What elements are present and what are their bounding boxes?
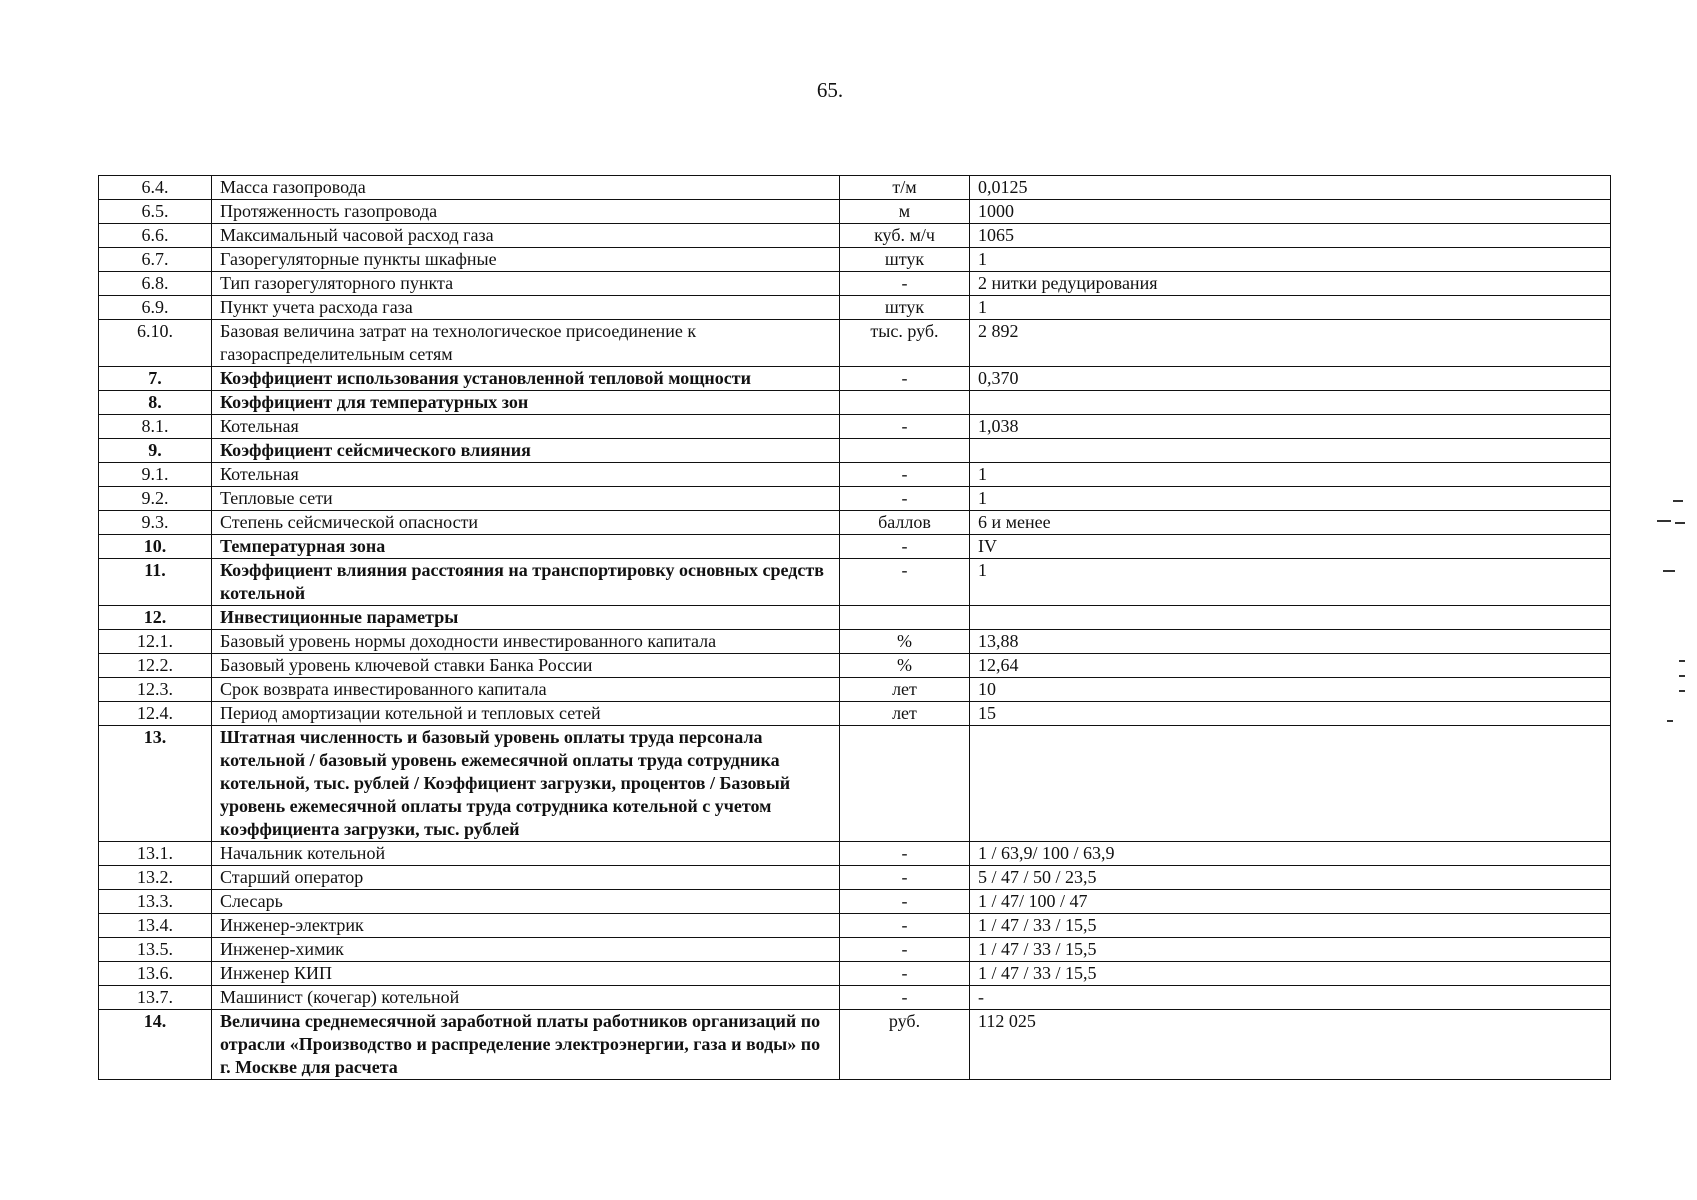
table-row [99, 176, 1611, 200]
row-unit: - [840, 415, 970, 439]
row-unit: - [840, 842, 970, 866]
row-name: Машинист (кочегар) котельной [212, 986, 840, 1010]
row-value: IV [970, 535, 1611, 559]
table-row [99, 200, 1611, 224]
page-number: 65. [816, 78, 844, 102]
row-unit: - [840, 535, 970, 559]
row-unit: - [840, 986, 970, 1010]
row-unit: % [840, 654, 970, 678]
row-value: 1 / 47 / 33 / 15,5 [970, 938, 1611, 962]
row-number: 12.2. [99, 654, 212, 678]
row-unit: т/м [840, 176, 970, 200]
table-row [99, 296, 1611, 320]
table-row [99, 439, 1611, 463]
row-number: 6.7. [99, 248, 212, 272]
row-name: Масса газопровода [212, 176, 840, 200]
row-number: 9.3. [99, 511, 212, 535]
row-number: 11. [99, 559, 212, 606]
row-number: 12. [99, 606, 212, 630]
row-number: 13. [99, 726, 212, 842]
row-unit: м [840, 200, 970, 224]
row-unit: штук [840, 248, 970, 272]
row-unit: - [840, 890, 970, 914]
table-row [99, 248, 1611, 272]
table-row [99, 559, 1611, 606]
row-name: Максимальный часовой расход газа [212, 224, 840, 248]
table-row [99, 962, 1611, 986]
row-number: 9. [99, 439, 212, 463]
row-value: 1 [970, 559, 1611, 606]
row-number: 6.8. [99, 272, 212, 296]
row-unit: % [840, 630, 970, 654]
row-value: 1 [970, 463, 1611, 487]
row-unit: - [840, 962, 970, 986]
row-value: 2 892 [970, 320, 1611, 367]
row-number: 8. [99, 391, 212, 415]
table-row [99, 391, 1611, 415]
row-unit [840, 439, 970, 463]
row-unit: лет [840, 678, 970, 702]
row-value: 1 [970, 487, 1611, 511]
row-value: 1 / 47 / 33 / 15,5 [970, 962, 1611, 986]
row-name: Инженер-электрик [212, 914, 840, 938]
row-value: 12,64 [970, 654, 1611, 678]
row-unit: куб. м/ч [840, 224, 970, 248]
row-value: 1 / 47/ 100 / 47 [970, 890, 1611, 914]
table-row [99, 415, 1611, 439]
row-unit: - [840, 866, 970, 890]
table-row [99, 914, 1611, 938]
table-row [99, 511, 1611, 535]
row-number: 7. [99, 367, 212, 391]
row-name: Тепловые сети [212, 487, 840, 511]
table-row [99, 986, 1611, 1010]
table-row [99, 630, 1611, 654]
row-name: Тип газорегуляторного пункта [212, 272, 840, 296]
row-value: 1000 [970, 200, 1611, 224]
row-number: 6.6. [99, 224, 212, 248]
row-unit [840, 726, 970, 842]
row-unit: баллов [840, 511, 970, 535]
row-name: Коэффициент влияния расстояния на транспортировку основных средств котельной [212, 559, 840, 606]
table-row [99, 606, 1611, 630]
row-number: 6.10. [99, 320, 212, 367]
row-value [970, 391, 1611, 415]
row-unit [840, 606, 970, 630]
table-row [99, 866, 1611, 890]
row-number: 13.3. [99, 890, 212, 914]
table-row [99, 320, 1611, 367]
row-name: Инженер КИП [212, 962, 840, 986]
row-number: 8.1. [99, 415, 212, 439]
table-row [99, 487, 1611, 511]
table-row [99, 367, 1611, 391]
row-number: 6.9. [99, 296, 212, 320]
row-number: 14. [99, 1010, 212, 1080]
table-row [99, 535, 1611, 559]
row-value: 13,88 [970, 630, 1611, 654]
row-value [970, 606, 1611, 630]
row-value: 2 нитки редуцирования [970, 272, 1611, 296]
table-row [99, 224, 1611, 248]
row-unit: руб. [840, 1010, 970, 1080]
scan-edge-marks [1657, 490, 1687, 730]
row-number: 13.4. [99, 914, 212, 938]
row-number: 9.1. [99, 463, 212, 487]
row-value: 6 и менее [970, 511, 1611, 535]
row-name: Базовый уровень нормы доходности инвестированного капитала [212, 630, 840, 654]
table-row [99, 726, 1611, 842]
row-name: Штатная численность и базовый уровень оплаты труда персонала котельной / базовый уровень ежемесячной оплаты труда сотрудника котельной, тыс. рублей / Коэффициент загрузки, процентов / Базовый уровень ежемесячной оплаты труда сотрудника котельной с учетом коэффициента загрузки, тыс. рублей [212, 726, 840, 842]
row-name: Слесарь [212, 890, 840, 914]
row-name: Начальник котельной [212, 842, 840, 866]
row-unit: - [840, 487, 970, 511]
row-name: Коэффициент использования установленной тепловой мощности [212, 367, 840, 391]
row-value: 1 / 47 / 33 / 15,5 [970, 914, 1611, 938]
row-value: 1 [970, 296, 1611, 320]
table-row [99, 842, 1611, 866]
row-name: Протяженность газопровода [212, 200, 840, 224]
row-name: Базовый уровень ключевой ставки Банка России [212, 654, 840, 678]
row-name: Базовая величина затрат на технологическое присоединение к газораспределительным сетям [212, 320, 840, 367]
row-number: 13.2. [99, 866, 212, 890]
row-name: Температурная зона [212, 535, 840, 559]
row-value: 1 / 63,9/ 100 / 63,9 [970, 842, 1611, 866]
row-name: Газорегуляторные пункты шкафные [212, 248, 840, 272]
table-body [99, 176, 1611, 1080]
row-name: Период амортизации котельной и тепловых сетей [212, 702, 840, 726]
row-name: Коэффициент для температурных зон [212, 391, 840, 415]
row-name: Степень сейсмической опасности [212, 511, 840, 535]
row-value: 1 [970, 248, 1611, 272]
row-unit: лет [840, 702, 970, 726]
table-row [99, 654, 1611, 678]
row-unit: тыс. руб. [840, 320, 970, 367]
row-name: Величина среднемесячной заработной платы работников организаций по отрасли «Производство и распределение электроэнергии, газа и воды» по г. Москве для расчета [212, 1010, 840, 1080]
table-row [99, 938, 1611, 962]
row-value: 0,370 [970, 367, 1611, 391]
row-name: Пункт учета расхода газа [212, 296, 840, 320]
row-value: 10 [970, 678, 1611, 702]
row-unit: - [840, 367, 970, 391]
row-value: 1,038 [970, 415, 1611, 439]
row-unit [840, 391, 970, 415]
table-row [99, 702, 1611, 726]
row-name: Инвестиционные параметры [212, 606, 840, 630]
row-name: Котельная [212, 415, 840, 439]
row-name: Инженер-химик [212, 938, 840, 962]
row-number: 6.5. [99, 200, 212, 224]
row-number: 13.5. [99, 938, 212, 962]
row-unit: - [840, 463, 970, 487]
row-value: 112 025 [970, 1010, 1611, 1080]
row-number: 12.3. [99, 678, 212, 702]
row-name: Срок возврата инвестированного капитала [212, 678, 840, 702]
row-number: 13.7. [99, 986, 212, 1010]
row-value: 15 [970, 702, 1611, 726]
row-value [970, 439, 1611, 463]
table-row [99, 463, 1611, 487]
table-row [99, 272, 1611, 296]
row-number: 12.1. [99, 630, 212, 654]
row-unit: - [840, 559, 970, 606]
row-value: 1065 [970, 224, 1611, 248]
table-row [99, 1010, 1611, 1080]
row-unit: - [840, 914, 970, 938]
parameters-table [98, 175, 1611, 1080]
row-name: Старший оператор [212, 866, 840, 890]
row-number: 6.4. [99, 176, 212, 200]
row-value: - [970, 986, 1611, 1010]
row-number: 9.2. [99, 487, 212, 511]
row-number: 13.6. [99, 962, 212, 986]
table-row [99, 678, 1611, 702]
row-number: 10. [99, 535, 212, 559]
row-name: Котельная [212, 463, 840, 487]
row-number: 12.4. [99, 702, 212, 726]
row-name: Коэффициент сейсмического влияния [212, 439, 840, 463]
table-row [99, 890, 1611, 914]
row-unit: - [840, 272, 970, 296]
row-value [970, 726, 1611, 842]
row-value: 0,0125 [970, 176, 1611, 200]
row-unit: штук [840, 296, 970, 320]
row-value: 5 / 47 / 50 / 23,5 [970, 866, 1611, 890]
row-unit: - [840, 938, 970, 962]
row-number: 13.1. [99, 842, 212, 866]
